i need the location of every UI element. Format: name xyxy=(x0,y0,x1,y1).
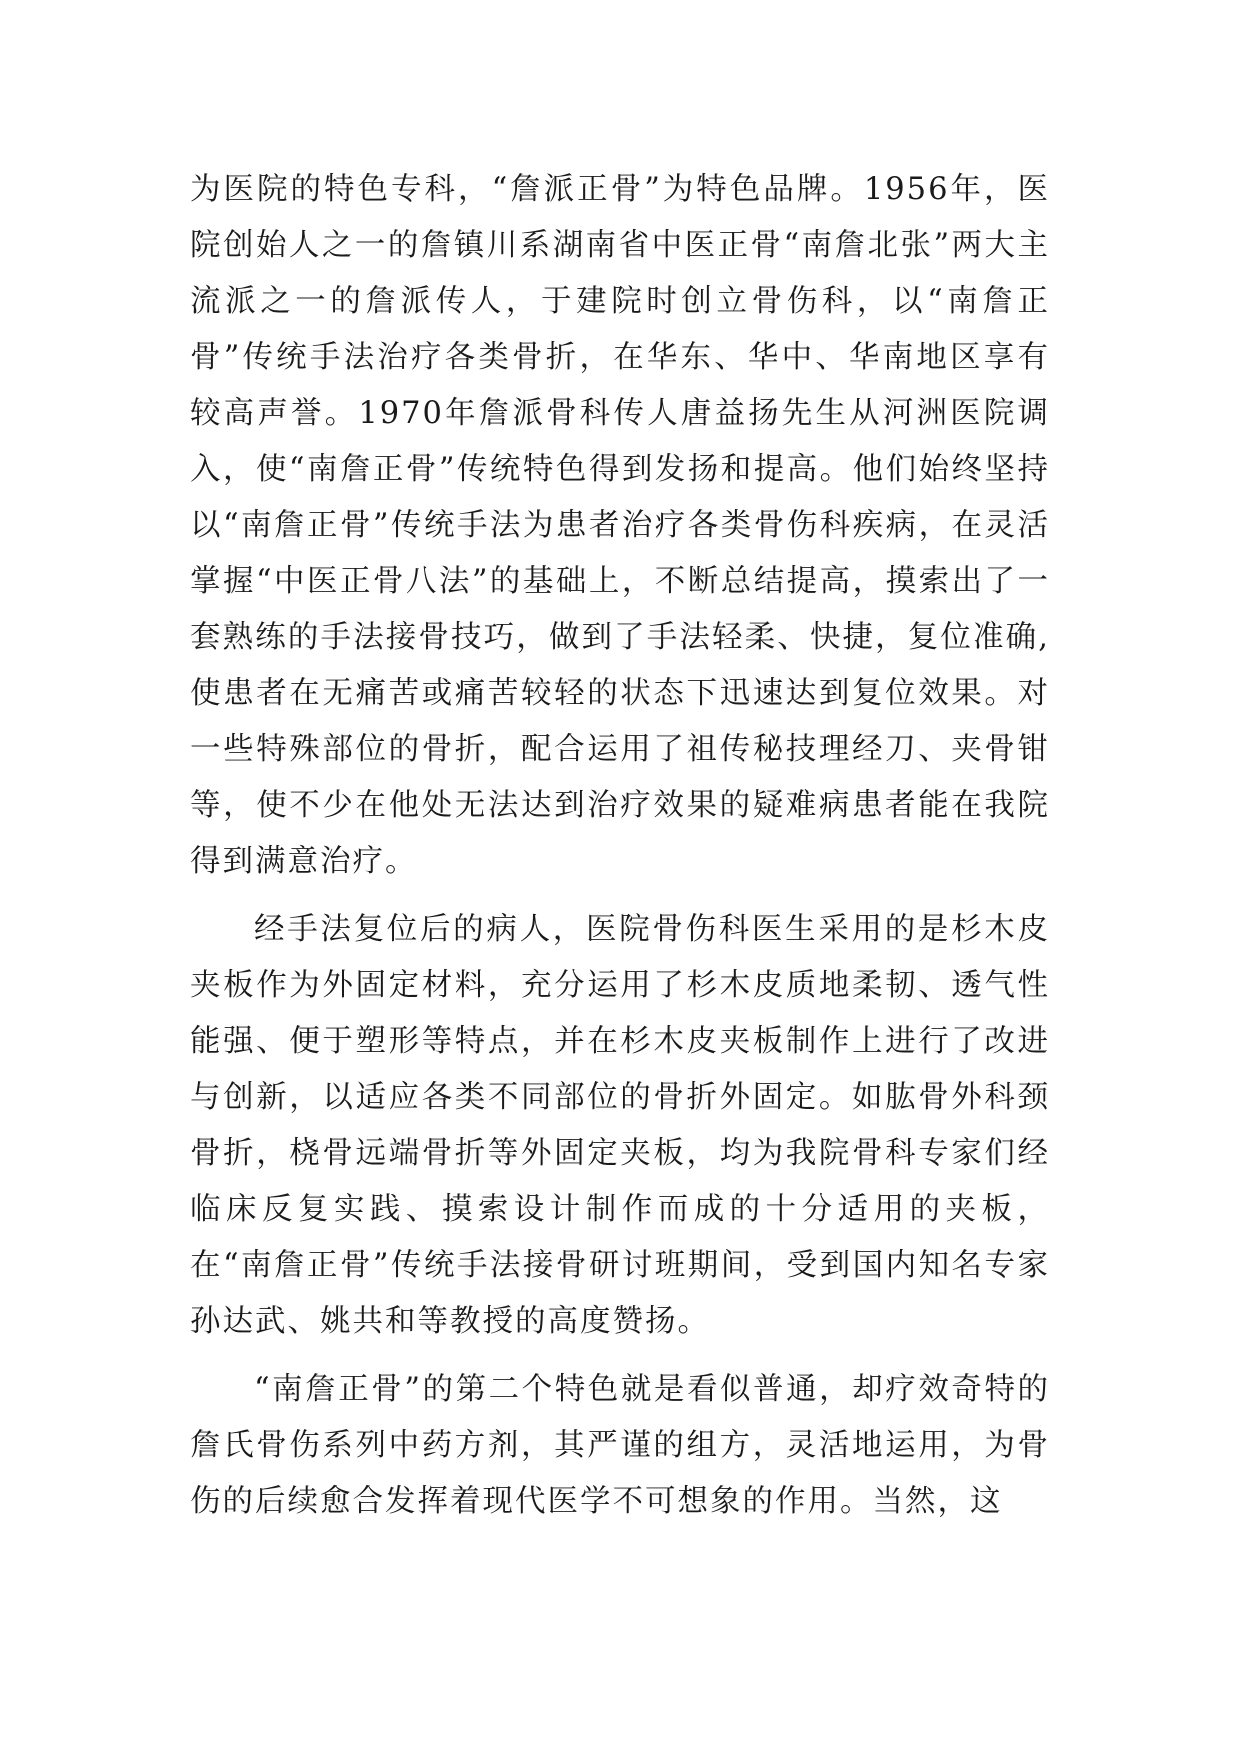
paragraph-herbal-prescriptions: “南詹正骨”的第二个特色就是看似普通，却疗效奇特的詹氏骨伤系列中药方剂，其严谨的组方，灵活地运用，为骨伤的后续愈合发挥着现代医学不可想象的作用。当然，这 xyxy=(190,1372,1050,1519)
paragraph-hospital-orthopedics-history: 为医院的特色专科，“詹派正骨”为特色品牌。1956年，医院创始人之一的詹镇川系湖南省中医正骨“南詹北张”两大主流派之一的詹派传人，于建院时创立骨伤科，以“南詹正骨”传统手法治疗各类骨折，在华东、华中、华南地区享有较高声誉。1970年詹派骨科传人唐益扬先生从河洲医院调入，使“南詹正骨”传统特色得到发扬和提高。他们始终坚持以“南詹正骨”传统手法为患者治疗各类骨伤科疾病，在灵活掌握“中医正骨八法”的基础上，不断总结提高，摸索出了一套熟练的手法接骨技巧，做到了手法轻柔、快捷，复位准确,使患者在无痛苦或痛苦较轻的状态下迅速达到复位效果。对一些特殊部位的骨折，配合运用了祖传秘技理经刀、夹骨钳等，使不少在他处无法达到治疗效果的疑难病患者能在我院得到满意治疗。 xyxy=(190,172,1050,879)
document-body xyxy=(190,162,1050,1542)
paragraph-splint-fixation: 经手法复位后的病人，医院骨伤科医生采用的是杉木皮夹板作为外固定材料，充分运用了杉木皮质地柔韧、透气性能强、便于塑形等特点，并在杉木皮夹板制作上进行了改进与创新，以适应各类不同部位的骨折外固定。如肱骨外科颈骨折，桡骨远端骨折等外固定夹板，均为我院骨科专家们经临床反复实践、摸索设计制作而成的十分适用的夹板，在“南詹正骨”传统手法接骨研讨班期间，受到国内知名专家孙达武、姚共和等教授的高度赞扬。 xyxy=(190,912,1050,1339)
